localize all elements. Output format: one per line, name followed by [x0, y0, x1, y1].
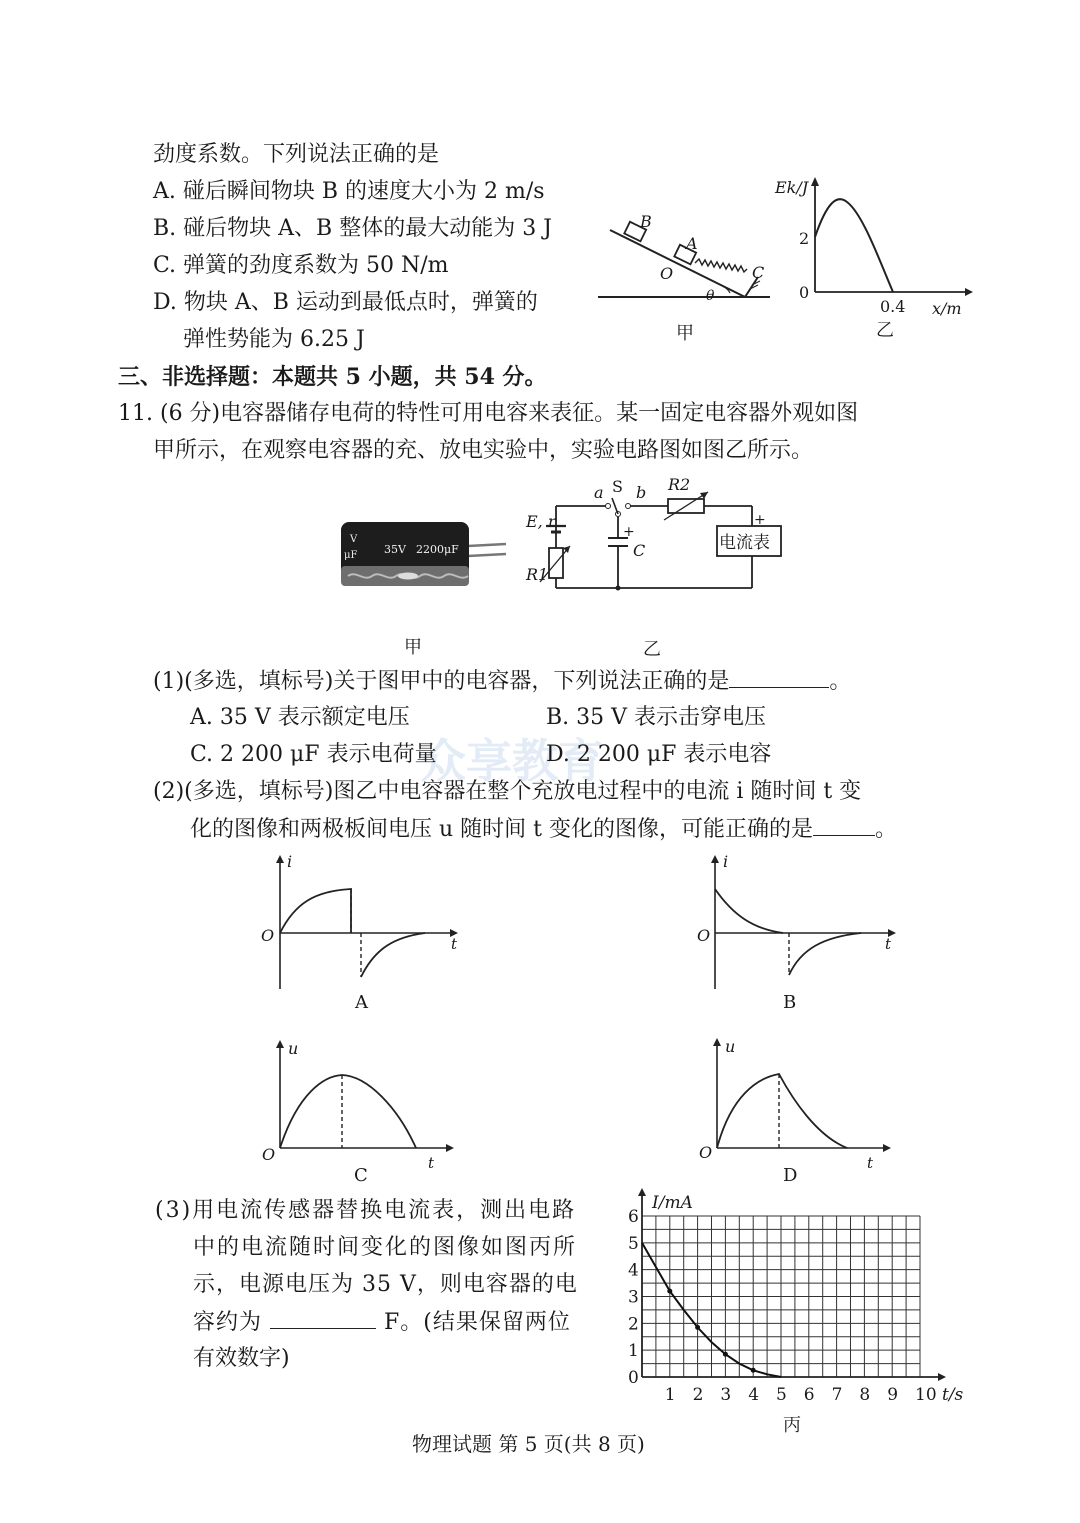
graph-b-yaxis: i: [723, 852, 729, 871]
fig-yi-caption: 乙: [876, 320, 894, 341]
graph-c-origin: O: [262, 1145, 276, 1164]
p1-stem-line: [153, 667, 851, 696]
data-point: [751, 1368, 756, 1373]
p1-stem: (1)(多选，填标号)关于图甲中的电容器，下列说法正确的是: [153, 669, 730, 694]
ek-ylabel: Ek/J: [775, 178, 809, 197]
watermark: 众享教育: [420, 734, 604, 788]
p3-line2: 中的电流随时间变化的图像如图丙所: [193, 1235, 578, 1260]
p2-line1: (2)(多选，填标号)图乙中电容器在整个充放电过程中的电流 i 随时间 t 变: [153, 779, 862, 804]
ek-xlabel: x/m: [932, 299, 962, 318]
graph-c: [258, 1038, 458, 1188]
p2-line2-wrap: [190, 815, 897, 844]
chart-caption: 丙: [783, 1415, 801, 1436]
chart-grid: [642, 1216, 920, 1377]
q10-option-d: D. 物块 A、B 运动到最低点时，弹簧的: [153, 290, 538, 315]
p2-line2: 化的图像和两极板间电压 u 随时间 t 变化的图像，可能正确的是: [190, 817, 813, 842]
p1-option-b: B. 35 V 表示击穿电压: [546, 705, 767, 730]
graph-b-xaxis: t: [885, 935, 892, 953]
graph-d-label: D: [783, 1165, 798, 1186]
ek-ytick: 2: [799, 229, 810, 248]
p1-option-c: C. 2 200 μF 表示电荷量: [190, 742, 437, 767]
label-b: B: [640, 212, 652, 231]
graph-d: [697, 1036, 897, 1188]
graph-d-yaxis: u: [725, 1037, 736, 1056]
q11-stem-line2: 甲所示，在观察电容器的充、放电实验中，实验电路图如图乙所示。: [153, 438, 814, 463]
chart-axes: [638, 1188, 946, 1381]
ek-xtick: 0.4: [880, 297, 906, 316]
p3-line4-start: 容约为: [193, 1310, 263, 1335]
incline-figure: [590, 205, 780, 350]
p1-end: 。: [829, 669, 852, 694]
graph-b-origin: O: [697, 926, 711, 945]
ammeter-label: 电流表: [719, 533, 770, 553]
circuit-label-e: E, r: [526, 512, 556, 531]
y-tick-label: 0: [628, 1368, 639, 1388]
section-heading: 三、非选择题：本题共 5 小题，共 54 分。: [118, 364, 547, 390]
graph-c-yaxis: u: [288, 1039, 299, 1058]
y-tick-label: 3: [628, 1287, 639, 1308]
p3-answer-blank[interactable]: [270, 1308, 376, 1329]
graph-b: [693, 853, 903, 1013]
circuit-diagram: [520, 470, 790, 605]
x-axis-label: t/s: [942, 1385, 964, 1405]
circuit-label-plus-c: +: [623, 524, 635, 540]
p3-line5: 有效数字): [193, 1346, 290, 1371]
y-tick-label: 6: [628, 1207, 639, 1227]
label-theta: θ: [706, 288, 715, 304]
circuit-label-plus-meter: +: [754, 512, 766, 528]
y-tick-label: 2: [628, 1314, 639, 1335]
y-axis-arrow: [638, 1188, 646, 1196]
p1-answer-blank[interactable]: [729, 667, 829, 688]
label-o: O: [660, 264, 674, 283]
label-a: A: [686, 234, 698, 253]
x-tick-label: 3: [720, 1385, 732, 1405]
circuit-label-r1: R1: [526, 565, 549, 584]
capacitor-mark-uf: μF: [344, 550, 358, 561]
data-point: [695, 1325, 700, 1330]
graph-a-label: A: [355, 992, 368, 1013]
capacitor-mark-v: V: [350, 534, 358, 545]
x-tick-label: 1: [664, 1385, 676, 1405]
fig-jia-caption: 甲: [676, 323, 694, 344]
current-time-chart: [600, 1185, 980, 1445]
graph-d-xaxis: t: [867, 1154, 874, 1172]
photo-caption: 甲: [404, 637, 422, 658]
q10-option-d-cont: 弹性势能为 6.25 J: [183, 327, 365, 352]
graph-d-origin: O: [699, 1143, 713, 1162]
q10-option-b: B. 碰后物块 A、B 整体的最大动能为 3 J: [153, 216, 552, 241]
circuit-label-b: b: [636, 483, 647, 502]
capacitor-photo: [338, 518, 508, 590]
graph-a-origin: O: [261, 926, 275, 945]
circuit-label-c: C: [633, 541, 646, 560]
page-footer: 物理试题 第 5 页(共 8 页): [412, 1432, 645, 1456]
p3-line4-end: F。(结果保留两位: [384, 1310, 571, 1335]
p2-end: 。: [875, 817, 898, 842]
circuit-caption: 乙: [643, 639, 661, 660]
p1-option-d: D. 2 200 μF 表示电容: [546, 742, 772, 767]
ek-origin: 0: [799, 283, 810, 302]
x-tick-label: 10: [915, 1385, 937, 1405]
data-point: [723, 1352, 728, 1357]
ek-x-graph: [775, 172, 970, 347]
x-axis-arrow: [938, 1373, 946, 1381]
capacitor-rating-v: 35V: [384, 543, 406, 556]
x-tick-label: 6: [803, 1385, 815, 1405]
p3-line3: 示，电源电压为 35 V，则电容器的电: [193, 1272, 578, 1297]
q11-stem-line1: 11. (6 分)电容器储存电荷的特性可用电容来表征。某一固定电容器外观如图: [118, 401, 859, 426]
q10-stem-tail: 劲度系数。下列说法正确的是: [153, 142, 440, 167]
p2-answer-blank[interactable]: [813, 815, 875, 836]
capacitor-rating-c: 2200μF: [416, 543, 459, 556]
p3-line1: (3)用电流传感器替换电流表，测出电路: [155, 1198, 577, 1223]
graph-c-xaxis: t: [428, 1154, 435, 1172]
label-c: C: [752, 263, 765, 282]
p3-line4: [193, 1308, 571, 1337]
y-tick-label: 4: [628, 1260, 639, 1281]
graph-a-yaxis: i: [287, 852, 293, 871]
q10-option-a: A. 碰后瞬间物块 B 的速度大小为 2 m/s: [153, 179, 545, 204]
x-tick-label: 8: [859, 1385, 871, 1405]
graph-a-xaxis: t: [451, 935, 458, 953]
x-tick-label: 7: [831, 1385, 843, 1405]
graph-a: [255, 853, 465, 1013]
y-axis-label: I/mA: [652, 1193, 693, 1213]
graph-c-label: C: [354, 1165, 368, 1186]
x-tick-label: 5: [776, 1385, 787, 1405]
y-tick-label: 5: [628, 1233, 639, 1254]
x-tick-label: 2: [692, 1385, 704, 1405]
circuit-label-r2: R2: [668, 475, 691, 494]
q10-option-c: C. 弹簧的劲度系数为 50 N/m: [153, 253, 449, 278]
p1-option-a: A. 35 V 表示额定电压: [190, 705, 410, 730]
circuit-label-a: a: [594, 483, 604, 502]
graph-b-label: B: [783, 992, 797, 1013]
data-point: [667, 1289, 672, 1294]
y-tick-label: 1: [628, 1341, 639, 1362]
x-tick-label: 9: [887, 1385, 899, 1405]
circuit-label-s: S: [612, 477, 623, 496]
x-tick-label: 4: [748, 1385, 760, 1405]
